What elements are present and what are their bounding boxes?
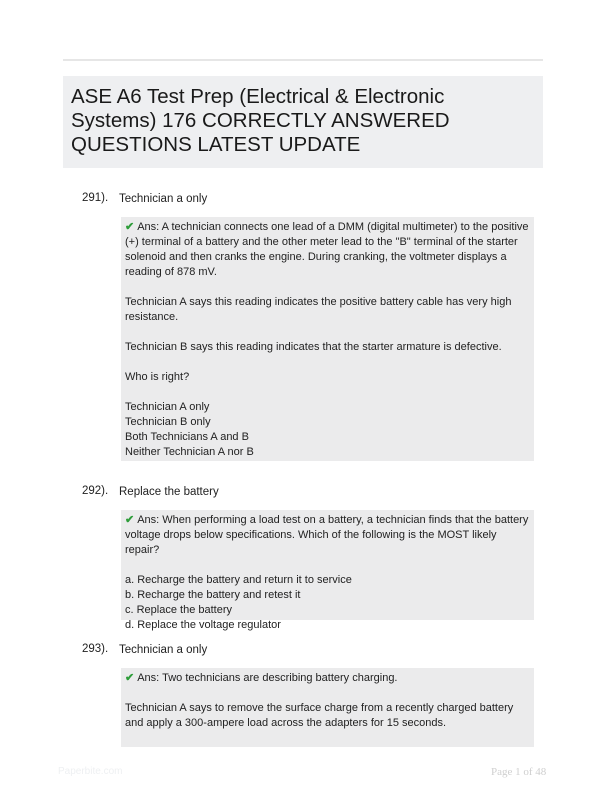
option-text: Both Technicians A and B (125, 431, 249, 443)
title-box (63, 76, 543, 168)
answer-text: Technician A says to remove the surface charge from a recently charged battery and apply a 300-ampere load across the adapters for 15 seconds. (125, 702, 514, 729)
option-text: Neither Technician A nor B (125, 446, 254, 458)
option-text: a. Recharge the battery and return it to service (125, 574, 352, 586)
top-divider (63, 59, 543, 61)
answer-box (121, 510, 534, 631)
footer-site-watermark: Paperbite.com (58, 766, 123, 777)
option-text: d. Replace the voltage regulator (125, 619, 281, 631)
question-answer: Replace the battery (119, 486, 219, 498)
question-answer: Technician a only (119, 644, 208, 656)
answer-text: Technician B says this reading indicates that the starter armature is defective. (125, 341, 502, 353)
question-answer: Technician a only (119, 193, 208, 205)
answer-text: Ans: Two technicians are describing battery charging. (137, 672, 398, 684)
option-text: c. Replace the battery (125, 604, 233, 616)
answer-box (121, 217, 534, 461)
answer-box (121, 668, 534, 747)
check-icon: ✔ (125, 221, 135, 233)
page-number: Page 1 of 48 (491, 766, 547, 778)
answer-text: Who is right? (125, 371, 190, 383)
option-text: b. Recharge the battery and retest it (125, 589, 301, 601)
document-title: ASE A6 Test Prep (Electrical & Electronic Systems) 176 CORRECTLY ANSWERED QUESTIONS LATEST UPDATE (71, 85, 450, 156)
question-number: 291). (82, 192, 109, 204)
answer-text: Technician A says this reading indicates the positive battery cable has very high resistance. (125, 296, 512, 323)
answer-text: Ans: A technician connects one lead of a DMM (digital multimeter) to the positive (+) terminal of a battery and the other meter lead to the "B" terminal of the starter solenoid and then cranks the engine. During cranking, the voltmeter displays a reading of 878 mV. (125, 221, 529, 278)
check-icon: ✔ (125, 672, 135, 684)
check-icon: ✔ (125, 514, 135, 526)
question-number: 293). (82, 643, 109, 655)
question-number: 292). (82, 485, 109, 497)
option-text: Technician B only (125, 416, 211, 428)
answer-text: Ans: When performing a load test on a battery, a technician finds that the battery voltage drops below specifications. Which of the following is the MOST likely repair? (125, 514, 529, 556)
option-text: Technician A only (125, 401, 210, 413)
